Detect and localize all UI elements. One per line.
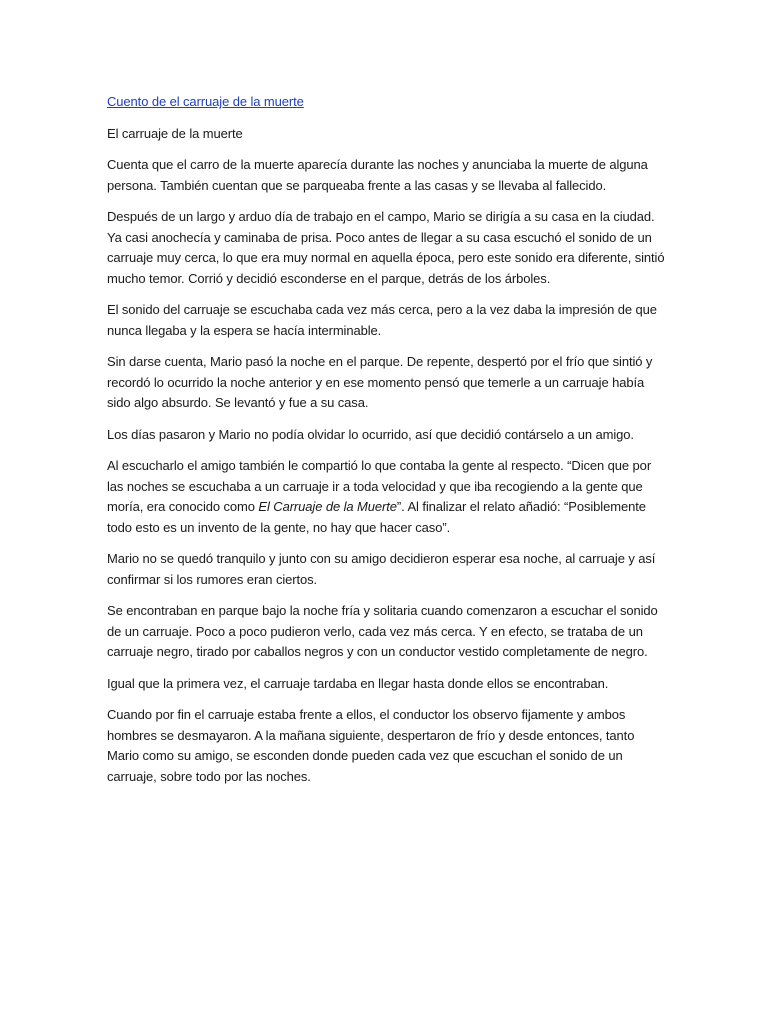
paragraph-3: El sonido del carruaje se escuchaba cada vez más cerca, pero a la vez daba la impresión de que nunca llegaba y la espera se hacía interminable.	[107, 302, 657, 338]
paragraph-2: Después de un largo y arduo día de trabajo en el campo, Mario se dirigía a su casa en la ciudad. Ya casi anochecía y caminaba de prisa. Poco antes de llegar a su casa escuchó el sonido de un carruaje muy cerca, lo que era muy normal en aquella época, pero este sonido era diferente, sintió mucho temor. Corrió y decidió esconderse en el parque, detrás de los árboles.	[107, 209, 665, 286]
story-title: El carruaje de la muerte	[107, 125, 243, 141]
paragraph-1: Cuenta que el carro de la muerte aparecía durante las noches y anunciaba la muerte de alguna persona. También cuentan que se parqueaba frente a las casas y se llevaba al fallecido.	[107, 157, 648, 193]
paragraph-9: Igual que la primera vez, el carruaje tardaba en llegar hasta donde ellos se encontraban.	[107, 675, 609, 691]
paragraph-8: Se encontraban en parque bajo la noche fría y solitaria cuando comenzaron a escuchar el sonido de un carruaje. Poco a poco pudieron verlo, cada vez más cerca. Y en efecto, se trataba de un carruaje negro, tirado por caballos negros y con un conductor vestido completamente de negro.	[107, 603, 658, 659]
paragraph-4: Sin darse cuenta, Mario pasó la noche en el parque. De repente, despertó por el frío que sintió y recordó lo ocurrido la noche anterior y en ese momento pensó que temerle a un carruaje había sido algo absurdo. Se levantó y fue a su casa.	[107, 354, 653, 410]
paragraph-10: Cuando por fin el carruaje estaba frente a ellos, el conductor los observo fijamente y ambos hombres se desmayaron. A la mañana siguiente, despertaron de frío y desde entonces, tanto Mario como su amigo, se esconden donde pueden cada vez que escuchan el sonido de un carruaje, sobre todo por las noches.	[107, 707, 635, 784]
story-title-link[interactable]: Cuento de el carruaje de la muerte	[107, 94, 304, 109]
paragraph-5: Los días pasaron y Mario no podía olvidar lo ocurrido, así que decidió contárselo a un amigo.	[107, 426, 634, 442]
paragraph-6-text-a: Al escucharlo el amigo también le compartió lo que contaba la gente al respecto. “Dicen que por las noches se escuchaba a un carruaje ir a toda velocidad y que iba recogiendo a la gente que moría, era conocido como	[107, 458, 652, 514]
document-page	[107, 92, 667, 798]
paragraph-7: Mario no se quedó tranquilo y junto con su amigo decidieron esperar esa noche, al carruaje y así confirmar si los rumores eran ciertos.	[107, 551, 656, 587]
paragraph-6	[107, 456, 667, 538]
paragraph-6-italic-title: El Carruaje de la Muerte	[258, 499, 397, 514]
paragraph-6-text-b: ”. Al finalizar el relato añadió: “Posiblemente todo esto es un invento de la gente, no hay que hacer caso”.	[107, 499, 646, 535]
